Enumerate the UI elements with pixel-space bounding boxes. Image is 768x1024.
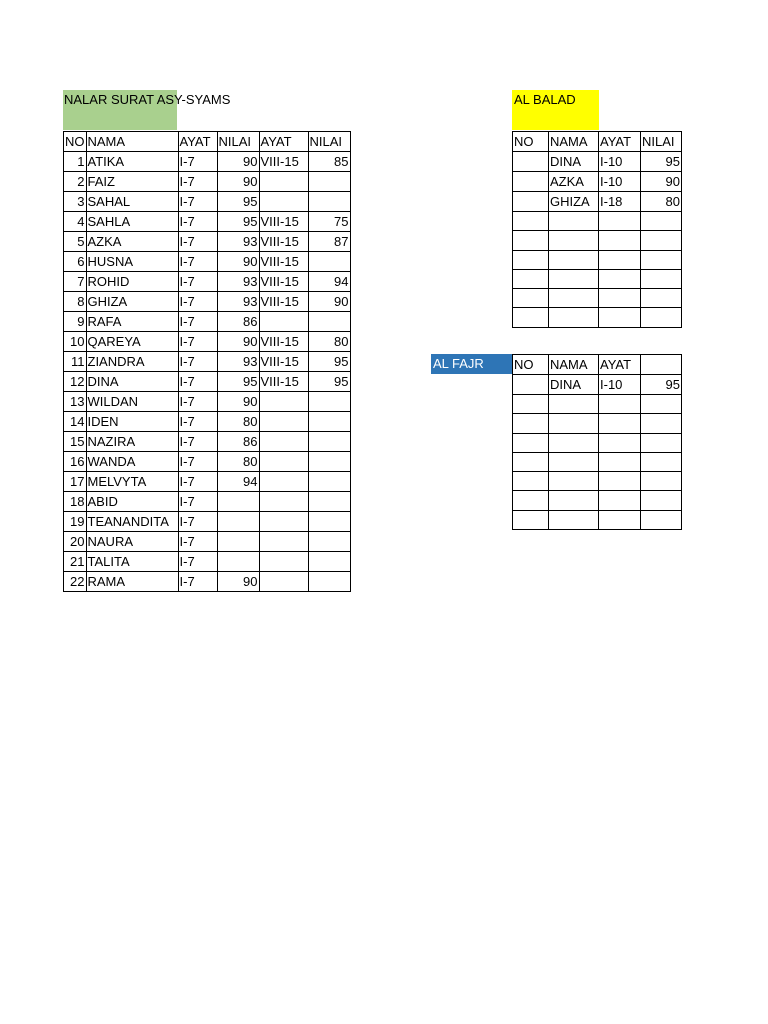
table-row [64, 492, 351, 512]
table-row [64, 312, 351, 332]
table-row [64, 512, 351, 532]
table-cell: 2 [64, 172, 87, 192]
table-cell [549, 289, 599, 308]
table-cell: 93 [217, 272, 259, 292]
table-row [64, 172, 351, 192]
balad-table-title: AL BALAD [514, 92, 576, 107]
table-cell [308, 412, 350, 432]
table-cell [513, 375, 549, 395]
table-cell: ROHID [86, 272, 178, 292]
table-cell [259, 192, 308, 212]
table-cell: WANDA [86, 452, 178, 472]
main-table [63, 131, 351, 592]
table-cell: 95 [641, 152, 682, 172]
table-cell [513, 231, 549, 250]
table-cell [599, 433, 641, 452]
table-cell [259, 392, 308, 412]
table-cell: 86 [217, 312, 259, 332]
table-cell: DINA [86, 372, 178, 392]
table-cell [641, 395, 682, 414]
table-cell [308, 532, 350, 552]
table-cell: 95 [308, 352, 350, 372]
table-cell [513, 491, 549, 510]
table-cell [259, 452, 308, 472]
table-cell: 90 [641, 172, 682, 192]
table-cell: I-7 [178, 432, 217, 452]
table-cell [259, 412, 308, 432]
table-cell: 90 [217, 572, 259, 592]
table-cell: NAURA [86, 532, 178, 552]
table-cell: I-7 [178, 212, 217, 232]
table-cell: TALITA [86, 552, 178, 572]
table-cell [641, 414, 682, 433]
table-row [64, 472, 351, 492]
table-cell: I-10 [599, 375, 641, 395]
table-cell: GHIZA [86, 292, 178, 312]
table-cell: I-7 [178, 412, 217, 432]
table-cell: 4 [64, 212, 87, 232]
table-cell: 18 [64, 492, 87, 512]
table-cell [549, 231, 599, 250]
table-cell: I-7 [178, 372, 217, 392]
table-row [64, 252, 351, 272]
table-cell [513, 510, 549, 529]
header-cell: NO [513, 132, 549, 152]
header-cell: NILAI [217, 132, 259, 152]
table-cell: I-7 [178, 152, 217, 172]
table-cell [217, 532, 259, 552]
table-cell: SAHAL [86, 192, 178, 212]
table-cell: NAZIRA [86, 432, 178, 452]
table-cell: I-7 [178, 312, 217, 332]
table-cell: 10 [64, 332, 87, 352]
table-cell [549, 308, 599, 327]
table-cell: GHIZA [549, 192, 599, 212]
table-cell [599, 510, 641, 529]
table-cell: QAREYA [86, 332, 178, 352]
table-cell: 90 [217, 392, 259, 412]
table-cell: ABID [86, 492, 178, 512]
table-cell [308, 192, 350, 212]
table-cell: 94 [308, 272, 350, 292]
table-cell: I-7 [178, 272, 217, 292]
table-cell [259, 572, 308, 592]
table-row [513, 152, 682, 172]
table-cell [217, 552, 259, 572]
table-cell: I-7 [178, 292, 217, 312]
table-cell: WILDAN [86, 392, 178, 412]
table-cell [513, 192, 549, 212]
table-cell [599, 472, 641, 491]
table-row [64, 552, 351, 572]
table-cell: VIII-15 [259, 352, 308, 372]
table-cell [308, 472, 350, 492]
table-cell [641, 212, 682, 231]
header-cell: AYAT [178, 132, 217, 152]
balad-table [512, 131, 682, 328]
table-cell [217, 492, 259, 512]
table-cell: 3 [64, 192, 87, 212]
table-cell: TEANANDITA [86, 512, 178, 532]
table-cell: 90 [217, 332, 259, 352]
table-row [513, 250, 682, 269]
table-cell: 20 [64, 532, 87, 552]
header-cell: NAMA [549, 355, 599, 375]
table-cell [308, 452, 350, 472]
table-cell [549, 250, 599, 269]
table-cell: 90 [217, 152, 259, 172]
table-row [513, 414, 682, 433]
table-cell [217, 512, 259, 532]
table-cell: I-7 [178, 332, 217, 352]
header-cell: AYAT [599, 132, 641, 152]
table-row [513, 510, 682, 529]
table-cell: VIII-15 [259, 252, 308, 272]
table-cell: I-7 [178, 532, 217, 552]
table-cell: I-10 [599, 172, 641, 192]
table-cell: 22 [64, 572, 87, 592]
table-cell [259, 172, 308, 192]
table-cell: AZKA [549, 172, 599, 192]
table-cell [308, 552, 350, 572]
table-row [513, 395, 682, 414]
table-cell [513, 433, 549, 452]
table-cell: I-7 [178, 452, 217, 472]
header-cell: NO [64, 132, 87, 152]
main-table-header-row [64, 132, 351, 152]
table-cell [513, 269, 549, 288]
table-cell [549, 491, 599, 510]
table-cell: 13 [64, 392, 87, 412]
table-cell: 1 [64, 152, 87, 172]
table-row [513, 472, 682, 491]
table-cell: SAHLA [86, 212, 178, 232]
table-cell: 80 [217, 452, 259, 472]
table-cell: 80 [308, 332, 350, 352]
table-cell [308, 432, 350, 452]
table-cell: 12 [64, 372, 87, 392]
table-cell [641, 452, 682, 471]
fajr-table-title: AL FAJR [431, 354, 512, 374]
header-cell: AYAT [259, 132, 308, 152]
table-cell: 14 [64, 412, 87, 432]
table-row [513, 231, 682, 250]
table-cell [308, 172, 350, 192]
table-cell: 6 [64, 252, 87, 272]
table-cell [641, 269, 682, 288]
table-cell [513, 308, 549, 327]
table-cell [513, 289, 549, 308]
fajr-table [512, 354, 682, 530]
header-cell: NILAI [641, 132, 682, 152]
table-cell [599, 250, 641, 269]
table-cell [513, 172, 549, 192]
table-row [513, 172, 682, 192]
main-table-title: NALAR SURAT ASY-SYAMS [64, 92, 231, 107]
table-cell: ZIANDRA [86, 352, 178, 372]
table-row [513, 433, 682, 452]
table-cell [549, 472, 599, 491]
table-cell: 95 [641, 375, 682, 395]
table-row [513, 491, 682, 510]
table-cell [549, 212, 599, 231]
header-cell: NAMA [86, 132, 178, 152]
table-cell [599, 414, 641, 433]
table-cell: 90 [308, 292, 350, 312]
table-row [64, 452, 351, 472]
table-cell: I-7 [178, 352, 217, 372]
table-cell: FAIZ [86, 172, 178, 192]
table-cell [259, 532, 308, 552]
table-cell: I-7 [178, 472, 217, 492]
table-cell: 11 [64, 352, 87, 372]
table-cell [641, 250, 682, 269]
table-cell [308, 492, 350, 512]
table-cell: 19 [64, 512, 87, 532]
table-cell [599, 269, 641, 288]
table-cell: ATIKA [86, 152, 178, 172]
table-cell [549, 452, 599, 471]
table-cell [599, 308, 641, 327]
main-table-body [64, 152, 351, 592]
fajr-table-body [513, 375, 682, 530]
table-cell [549, 414, 599, 433]
table-cell: HUSNA [86, 252, 178, 272]
table-cell: 75 [308, 212, 350, 232]
table-cell: VIII-15 [259, 272, 308, 292]
header-cell: NILAI [308, 132, 350, 152]
table-cell: I-7 [178, 232, 217, 252]
table-row [64, 292, 351, 312]
table-cell: I-18 [599, 192, 641, 212]
table-cell: RAMA [86, 572, 178, 592]
table-row [64, 572, 351, 592]
balad-table-body [513, 152, 682, 328]
table-cell: 9 [64, 312, 87, 332]
table-cell [641, 308, 682, 327]
table-cell: I-7 [178, 512, 217, 532]
table-cell: 5 [64, 232, 87, 252]
table-row [64, 152, 351, 172]
table-cell: DINA [549, 375, 599, 395]
table-cell [513, 452, 549, 471]
table-cell [641, 510, 682, 529]
table-cell [599, 231, 641, 250]
table-cell: 90 [217, 252, 259, 272]
table-cell [513, 472, 549, 491]
table-cell: VIII-15 [259, 372, 308, 392]
table-cell: 21 [64, 552, 87, 572]
table-row [513, 452, 682, 471]
header-cell [641, 355, 682, 375]
table-cell [641, 231, 682, 250]
table-cell: I-10 [599, 152, 641, 172]
table-cell [641, 491, 682, 510]
table-cell: VIII-15 [259, 332, 308, 352]
table-cell: 8 [64, 292, 87, 312]
table-row [513, 192, 682, 212]
table-cell: AZKA [86, 232, 178, 252]
table-cell [549, 395, 599, 414]
table-cell: 93 [217, 292, 259, 312]
table-cell [259, 492, 308, 512]
table-cell: 16 [64, 452, 87, 472]
table-cell: 86 [217, 432, 259, 452]
table-cell [308, 572, 350, 592]
table-cell: I-7 [178, 492, 217, 512]
table-cell: I-7 [178, 572, 217, 592]
table-cell [513, 250, 549, 269]
table-row [64, 372, 351, 392]
table-row [64, 232, 351, 252]
table-cell [549, 510, 599, 529]
table-cell: IDEN [86, 412, 178, 432]
table-cell [599, 452, 641, 471]
table-cell [641, 289, 682, 308]
table-cell: 15 [64, 432, 87, 452]
table-cell [259, 552, 308, 572]
table-cell: VIII-15 [259, 232, 308, 252]
table-cell [513, 212, 549, 231]
fajr-table-header-row [513, 355, 682, 375]
table-cell: I-7 [178, 172, 217, 192]
table-row [513, 212, 682, 231]
table-cell: DINA [549, 152, 599, 172]
table-cell [599, 491, 641, 510]
table-cell: 7 [64, 272, 87, 292]
table-cell: I-7 [178, 192, 217, 212]
table-cell [641, 433, 682, 452]
table-cell [599, 289, 641, 308]
table-cell: RAFA [86, 312, 178, 332]
table-row [64, 352, 351, 372]
table-cell [549, 433, 599, 452]
table-cell: 93 [217, 232, 259, 252]
table-row [513, 269, 682, 288]
table-cell [599, 212, 641, 231]
table-row [64, 272, 351, 292]
table-row [64, 532, 351, 552]
table-cell: MELVYTA [86, 472, 178, 492]
table-cell [308, 252, 350, 272]
header-cell: NO [513, 355, 549, 375]
table-cell: 93 [217, 352, 259, 372]
table-cell: 85 [308, 152, 350, 172]
table-cell: 90 [217, 172, 259, 192]
table-row [513, 375, 682, 395]
table-cell: VIII-15 [259, 212, 308, 232]
table-cell [308, 392, 350, 412]
table-cell: 17 [64, 472, 87, 492]
table-cell [259, 472, 308, 492]
table-row [64, 432, 351, 452]
table-cell: 95 [217, 192, 259, 212]
table-row [64, 212, 351, 232]
header-cell: AYAT [599, 355, 641, 375]
table-cell [308, 512, 350, 532]
table-row [64, 332, 351, 352]
table-row [64, 392, 351, 412]
table-cell: 95 [217, 372, 259, 392]
table-cell [513, 395, 549, 414]
table-cell [641, 472, 682, 491]
table-cell [259, 312, 308, 332]
table-cell: I-7 [178, 252, 217, 272]
table-row [64, 192, 351, 212]
table-cell [308, 312, 350, 332]
table-cell: 94 [217, 472, 259, 492]
table-row [64, 412, 351, 432]
balad-table-header-row [513, 132, 682, 152]
table-cell [259, 512, 308, 532]
table-row [513, 308, 682, 327]
table-cell: I-7 [178, 552, 217, 572]
table-cell [259, 432, 308, 452]
table-cell: 80 [641, 192, 682, 212]
table-cell [513, 152, 549, 172]
table-cell: 95 [217, 212, 259, 232]
table-cell [513, 414, 549, 433]
table-cell: 80 [217, 412, 259, 432]
table-cell: 87 [308, 232, 350, 252]
table-cell [599, 395, 641, 414]
table-cell [549, 269, 599, 288]
table-cell: VIII-15 [259, 292, 308, 312]
table-cell: 95 [308, 372, 350, 392]
table-cell: VIII-15 [259, 152, 308, 172]
header-cell: NAMA [549, 132, 599, 152]
table-row [513, 289, 682, 308]
table-cell: I-7 [178, 392, 217, 412]
